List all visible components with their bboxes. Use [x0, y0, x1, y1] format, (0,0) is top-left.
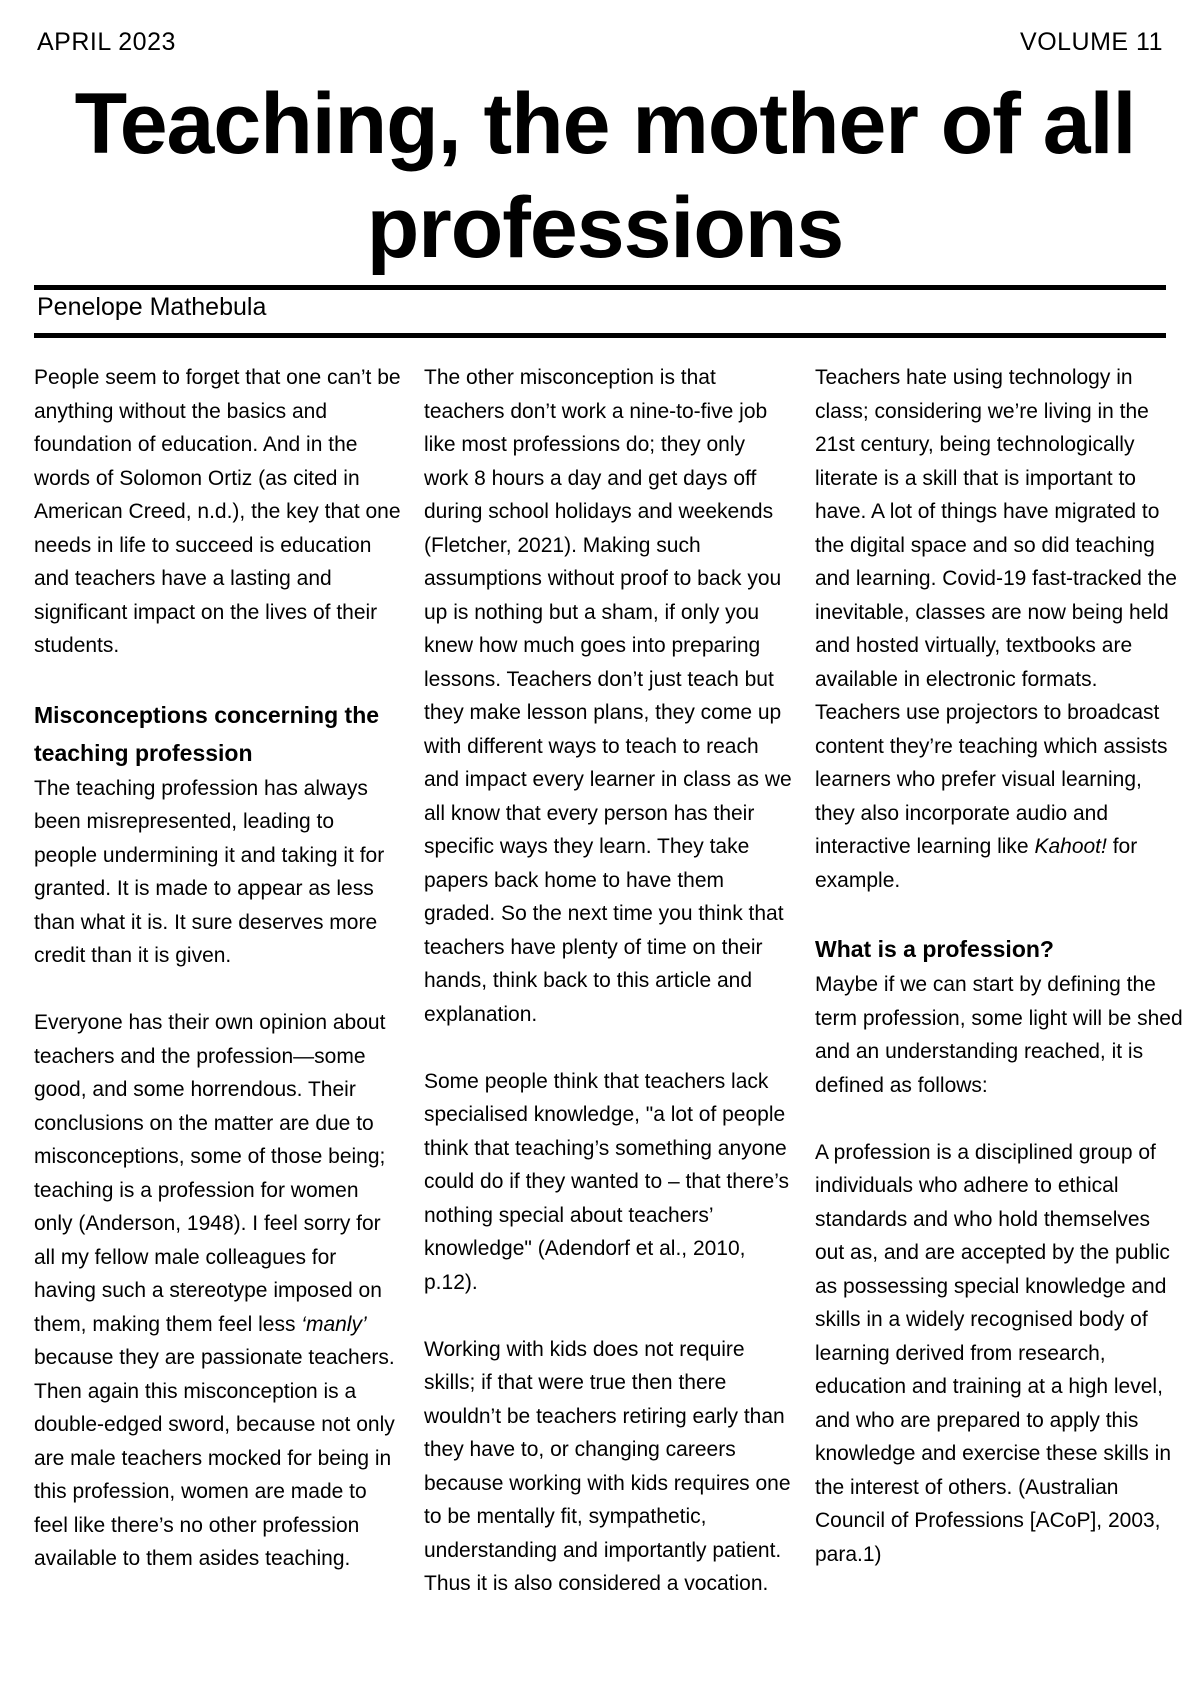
paragraph-text: Everyone has their own opinion about teachers and the profession—some good, and some horrendous. Their conclusions on the matter are due to misconceptions, some of those being; teaching is a profession for women only (Anderson, 1948). I feel sorry for all my fellow male colleagues for having such a stereotype imposed on them, making them feel less — [34, 1011, 386, 1336]
paragraph: Working with kids does not require skills; if that were true then there wouldn’t be teachers retiring early than they have to, or changing careers because working with kids requires one to be mentally fit, sympathetic, understanding and importantly patient. Thus it is also considered a vocation. — [424, 1337, 791, 1595]
paragraph: The other misconception is that teachers don’t work a nine-to-five job like most professions do; they only work 8 hours a day and get days off during school holidays and weekends (Fletcher, 2021). Making such assumptions without proof to back you up is nothing but a sham, if only you knew how much goes into preparing lessons. Teachers don’t just teach but they make lesson plans, they come up with different ways to teach to reach and impact every learner in class as we all know that every person has their specific ways they learn. They take papers back home to have them graded. So the next time you think that teachers have plenty of time on their hands, think back to this article and explanation. — [424, 366, 792, 1026]
emphasis-text: Kahoot! — [1034, 835, 1107, 858]
paragraph-text: Teachers hate using technology in class; considering we’re living in the 21st century, being technologically literate is a skill that is important to have. A lot of things have migrated to the digital space and so did teaching and learning. Covid-19 fast-tracked the inevitable, classes are now being held and hosted virtually, textbooks are available in electronic formats. Teachers use projectors to broadcast content they’re teaching which assists learners who prefer visual learning, they also incorporate audio and interactive learning like — [815, 366, 1177, 858]
top-divider — [34, 285, 1166, 290]
issue-date: APRIL 2023 — [37, 28, 176, 56]
bottom-divider — [34, 333, 1166, 338]
paragraph-text: for example. — [815, 835, 1138, 892]
author-name: Penelope Mathebula — [37, 293, 267, 321]
paragraph: Some people think that teachers lack specialised knowledge, "a lot of people think that teaching’s something anyone could do if they wanted to – that there’s nothing special about teachers’ knowledge" (Adendorf et al., 2010, p.12). — [424, 1069, 790, 1294]
section-heading-misconceptions: Misconceptions concerning the teaching profession — [34, 701, 380, 766]
column-2 — [424, 361, 792, 1601]
paragraph: People seem to forget that one can’t be anything without the basics and foundation of education. And in the words of Solomon Ortiz (as cited in American Creed, n.d.), the key that one needs in life to succeed is education and teachers have a lasting and significant impact on the lives of their students. — [34, 366, 401, 657]
column-3 — [815, 361, 1183, 1571]
paragraph-text: because they are passionate teachers. Then again this misconception is a double-edged sword, because not only are male teachers mocked for being in this profession, women are made to feel like there’s no other profession available to them asides teaching. — [34, 1346, 395, 1570]
volume-number: VOLUME 11 — [1020, 28, 1163, 56]
emphasis-text: ‘manly’ — [301, 1312, 367, 1336]
paragraph — [34, 1006, 402, 1576]
paragraph: The teaching profession has always been misrepresented, leading to people undermining it and taking it for granted. It is made to appear as less than what it is. It sure deserves more credit than it is given. — [34, 776, 385, 967]
block-quote: A profession is a disciplined group of individuals who adhere to ethical standards and who hold themselves out as, and are accepted by the public as possessing special knowledge and skills in a widely recognised body of learning derived from research, education and training at a high level, and who are prepared to apply this knowledge and exercise these skills in the interest of others. (Australian Council of Professions [ACoP], 2003, para.1) — [815, 1140, 1172, 1566]
column-1 — [34, 361, 402, 1576]
paragraph: Maybe if we can start by defining the term profession, some light will be shed and an understanding reached, it is defined as follows: — [815, 973, 1183, 1097]
article-title: Teaching, the mother of all professions — [74, 76, 1136, 276]
section-heading-profession: What is a profession? — [815, 936, 1054, 962]
paragraph — [815, 361, 1183, 897]
